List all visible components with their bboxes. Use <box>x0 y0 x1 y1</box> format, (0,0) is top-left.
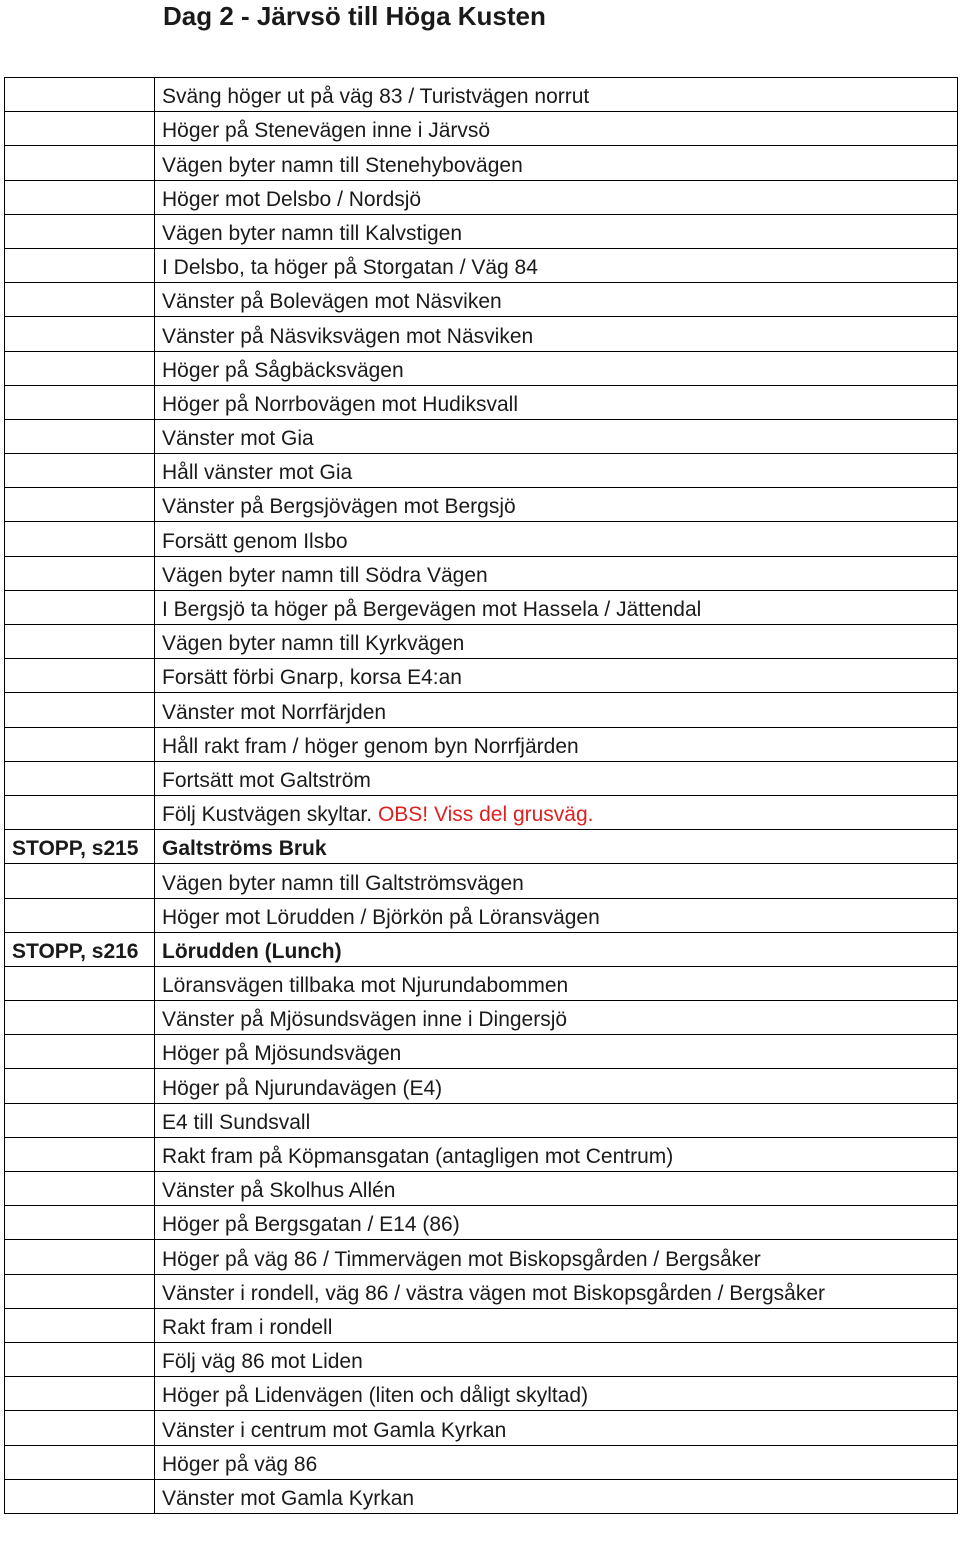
stop-cell <box>5 180 155 214</box>
direction-text: Rakt fram på Köpmansgatan (antagligen mot Centrum) <box>162 1145 674 1168</box>
table-row <box>5 590 958 624</box>
stop-cell <box>5 1206 155 1240</box>
table-row <box>5 522 958 556</box>
direction-cell <box>155 454 958 488</box>
direction-text: Forsätt förbi Gnarp, korsa E4:an <box>162 666 462 690</box>
stop-cell <box>5 351 155 385</box>
table-row <box>5 727 958 761</box>
direction-cell <box>155 727 958 761</box>
direction-text: E4 till Sundsvall <box>162 1110 311 1134</box>
stop-cell <box>5 385 155 419</box>
direction-cell <box>155 180 958 214</box>
direction-cell <box>155 1377 958 1411</box>
table-row <box>5 112 958 146</box>
direction-text: Vänster mot Gamla Kyrkan <box>162 1486 415 1510</box>
direction-cell <box>155 693 958 727</box>
table-row <box>5 454 958 488</box>
table-row <box>5 1103 958 1137</box>
direction-cell <box>155 1308 958 1342</box>
direction-cell <box>155 556 958 590</box>
table-row <box>5 1069 958 1103</box>
table-row <box>5 1240 958 1274</box>
direction-cell <box>155 830 958 864</box>
direction-cell <box>155 214 958 248</box>
direction-text: Vägen byter namn till Kyrkvägen <box>162 632 465 656</box>
table-row <box>5 1342 958 1376</box>
direction-cell <box>155 1137 958 1171</box>
direction-cell <box>155 488 958 522</box>
stop-cell <box>5 1103 155 1137</box>
stop-cell <box>5 898 155 932</box>
stop-cell <box>5 317 155 351</box>
table-row <box>5 1308 958 1342</box>
stop-cell <box>5 419 155 453</box>
direction-text: Vägen byter namn till Galtströmsvägen <box>162 871 524 895</box>
stop-cell <box>5 556 155 590</box>
table-row <box>5 419 958 453</box>
stop-cell <box>5 693 155 727</box>
direction-cell <box>155 761 958 795</box>
direction-cell <box>155 1274 958 1308</box>
direction-text: Vänster på Mjösundsvägen inne i Dingersjö <box>162 1008 568 1032</box>
direction-text: Följ väg 86 mot Liden <box>162 1350 363 1374</box>
table-row <box>5 1274 958 1308</box>
direction-text: Vägen byter namn till Kalvstigen <box>162 221 462 245</box>
stop-cell <box>5 659 155 693</box>
stop-cell <box>5 1308 155 1342</box>
direction-cell <box>155 522 958 556</box>
direction-cell <box>155 1411 958 1445</box>
stop-cell <box>5 1479 155 1513</box>
direction-cell <box>155 898 958 932</box>
direction-text: Vänster på Bolevägen mot Näsviken <box>162 290 502 314</box>
direction-cell <box>155 795 958 829</box>
stop-cell <box>5 1274 155 1308</box>
stop-cell <box>5 932 155 966</box>
direction-cell <box>155 248 958 282</box>
table-row <box>5 78 958 112</box>
table-row <box>5 625 958 659</box>
stop-label: STOPP, s215 <box>12 837 139 861</box>
direction-text: Vänster på Bergsjövägen mot Bergsjö <box>162 495 516 519</box>
table-row <box>5 1137 958 1171</box>
table-row <box>5 351 958 385</box>
page-title: Dag 2 - Järvsö till Höga Kusten <box>163 1 546 31</box>
direction-text: Vänster i rondell, väg 86 / västra vägen mot Biskopsgården / Bergsåker <box>162 1281 826 1305</box>
table-row <box>5 248 958 282</box>
direction-text: Höger på väg 86 / Timmervägen mot Biskopsgården / Bergsåker <box>162 1247 761 1271</box>
direction-text: Höger på Mjösundsvägen <box>162 1042 402 1066</box>
direction-cell <box>155 1103 958 1137</box>
direction-text: Vänster på Näsviksvägen mot Näsviken <box>162 324 534 348</box>
stop-cell <box>5 590 155 624</box>
stop-cell <box>5 1411 155 1445</box>
direction-text: Höger mot Delsbo / Nordsjö <box>162 187 422 211</box>
stop-cell <box>5 1172 155 1206</box>
stop-cell <box>5 795 155 829</box>
direction-text: Höger på Sågbäcksvägen <box>162 358 404 382</box>
stop-cell <box>5 1069 155 1103</box>
table-row <box>5 317 958 351</box>
direction-cell <box>155 625 958 659</box>
direction-text: Höger på väg 86 <box>162 1452 318 1476</box>
direction-cell <box>155 351 958 385</box>
route-table-body <box>5 78 958 1514</box>
direction-cell <box>155 864 958 898</box>
stop-cell <box>5 112 155 146</box>
direction-text: Höger på Norrbovägen mot Hudiksvall <box>162 392 519 416</box>
table-row <box>5 283 958 317</box>
table-row <box>5 180 958 214</box>
table-row <box>5 761 958 795</box>
stop-label: STOPP, s216 <box>12 939 139 963</box>
direction-cell <box>155 78 958 112</box>
stop-cell <box>5 1137 155 1171</box>
direction-cell <box>155 1240 958 1274</box>
direction-text: Vänster mot Norrfärjden <box>162 700 387 724</box>
direction-cell <box>155 146 958 180</box>
direction-text: Höger på Stenevägen inne i Järvsö <box>162 119 491 143</box>
direction-cell <box>155 659 958 693</box>
table-row <box>5 1445 958 1479</box>
stop-cell <box>5 761 155 795</box>
direction-text: Forsätt genom Ilsbo <box>162 529 348 553</box>
table-row <box>5 556 958 590</box>
table-row <box>5 659 958 693</box>
table-row <box>5 214 958 248</box>
direction-text: Följ Kustvägen skyltar. <box>162 803 378 827</box>
table-row <box>5 146 958 180</box>
direction-text: Höger på Lidenvägen (liten och dåligt skyltad) <box>162 1384 589 1408</box>
table-row <box>5 1035 958 1069</box>
stop-cell <box>5 1445 155 1479</box>
stop-cell <box>5 864 155 898</box>
direction-text: Vägen byter namn till Södra Vägen <box>162 563 488 587</box>
table-row <box>5 693 958 727</box>
table-row <box>5 488 958 522</box>
direction-text: Höger på Bergsgatan / E14 (86) <box>162 1213 460 1237</box>
table-row <box>5 1172 958 1206</box>
direction-text: Höger på Njurundavägen (E4) <box>162 1076 443 1100</box>
direction-text: Håll vänster mot Gia <box>162 461 353 485</box>
direction-text: Vänster i centrum mot Gamla Kyrkan <box>162 1418 507 1442</box>
direction-text: Löransvägen tillbaka mot Njurundabommen <box>162 974 569 998</box>
stop-cell <box>5 625 155 659</box>
direction-text: Lörudden (Lunch) <box>162 939 342 963</box>
direction-cell <box>155 966 958 1000</box>
stop-cell <box>5 1342 155 1376</box>
direction-cell <box>155 419 958 453</box>
direction-cell <box>155 385 958 419</box>
stop-cell <box>5 522 155 556</box>
stop-cell <box>5 214 155 248</box>
direction-text: Rakt fram i rondell <box>162 1315 333 1339</box>
stop-cell <box>5 1240 155 1274</box>
direction-cell <box>155 1001 958 1035</box>
direction-text: Håll rakt fram / höger genom byn Norrfjärden <box>162 734 579 758</box>
stop-cell <box>5 1035 155 1069</box>
table-row <box>5 966 958 1000</box>
table-row <box>5 1377 958 1411</box>
table-row <box>5 898 958 932</box>
table-row <box>5 1479 958 1513</box>
direction-cell <box>155 1069 958 1103</box>
stop-cell <box>5 248 155 282</box>
stop-cell <box>5 1377 155 1411</box>
stop-cell <box>5 727 155 761</box>
stop-cell <box>5 830 155 864</box>
stop-cell <box>5 146 155 180</box>
table-row <box>5 795 958 829</box>
direction-cell <box>155 112 958 146</box>
route-table <box>4 77 958 1514</box>
direction-text: I Delsbo, ta höger på Storgatan / Väg 84 <box>162 256 538 280</box>
direction-text: Vänster på Skolhus Allén <box>162 1179 396 1203</box>
direction-cell <box>155 283 958 317</box>
direction-text: Vänster mot Gia <box>162 427 314 451</box>
table-row <box>5 830 958 864</box>
table-row <box>5 932 958 966</box>
direction-cell <box>155 1206 958 1240</box>
direction-cell <box>155 1342 958 1376</box>
direction-cell <box>155 1445 958 1479</box>
direction-text: Galtströms Bruk <box>162 837 327 861</box>
stop-cell <box>5 78 155 112</box>
warning-text: OBS! Viss del grusväg. <box>377 803 594 827</box>
direction-cell <box>155 590 958 624</box>
direction-cell <box>155 1035 958 1069</box>
stop-cell <box>5 488 155 522</box>
direction-cell <box>155 317 958 351</box>
table-row <box>5 1206 958 1240</box>
table-row <box>5 385 958 419</box>
direction-text: Fortsätt mot Galtström <box>162 768 371 792</box>
stop-cell <box>5 454 155 488</box>
stop-cell <box>5 1001 155 1035</box>
stop-cell <box>5 966 155 1000</box>
direction-cell <box>155 1479 958 1513</box>
direction-text: Vägen byter namn till Stenehybovägen <box>162 153 523 177</box>
direction-cell <box>155 1172 958 1206</box>
table-row <box>5 864 958 898</box>
direction-text: I Bergsjö ta höger på Bergevägen mot Hassela / Jättendal <box>162 598 702 621</box>
direction-cell <box>155 932 958 966</box>
stop-cell <box>5 283 155 317</box>
direction-text: Sväng höger ut på väg 83 / Turistvägen norrut <box>162 85 590 109</box>
direction-text: Höger mot Lörudden / Björkön på Löransvägen <box>162 905 600 929</box>
table-row <box>5 1411 958 1445</box>
table-row <box>5 1001 958 1035</box>
